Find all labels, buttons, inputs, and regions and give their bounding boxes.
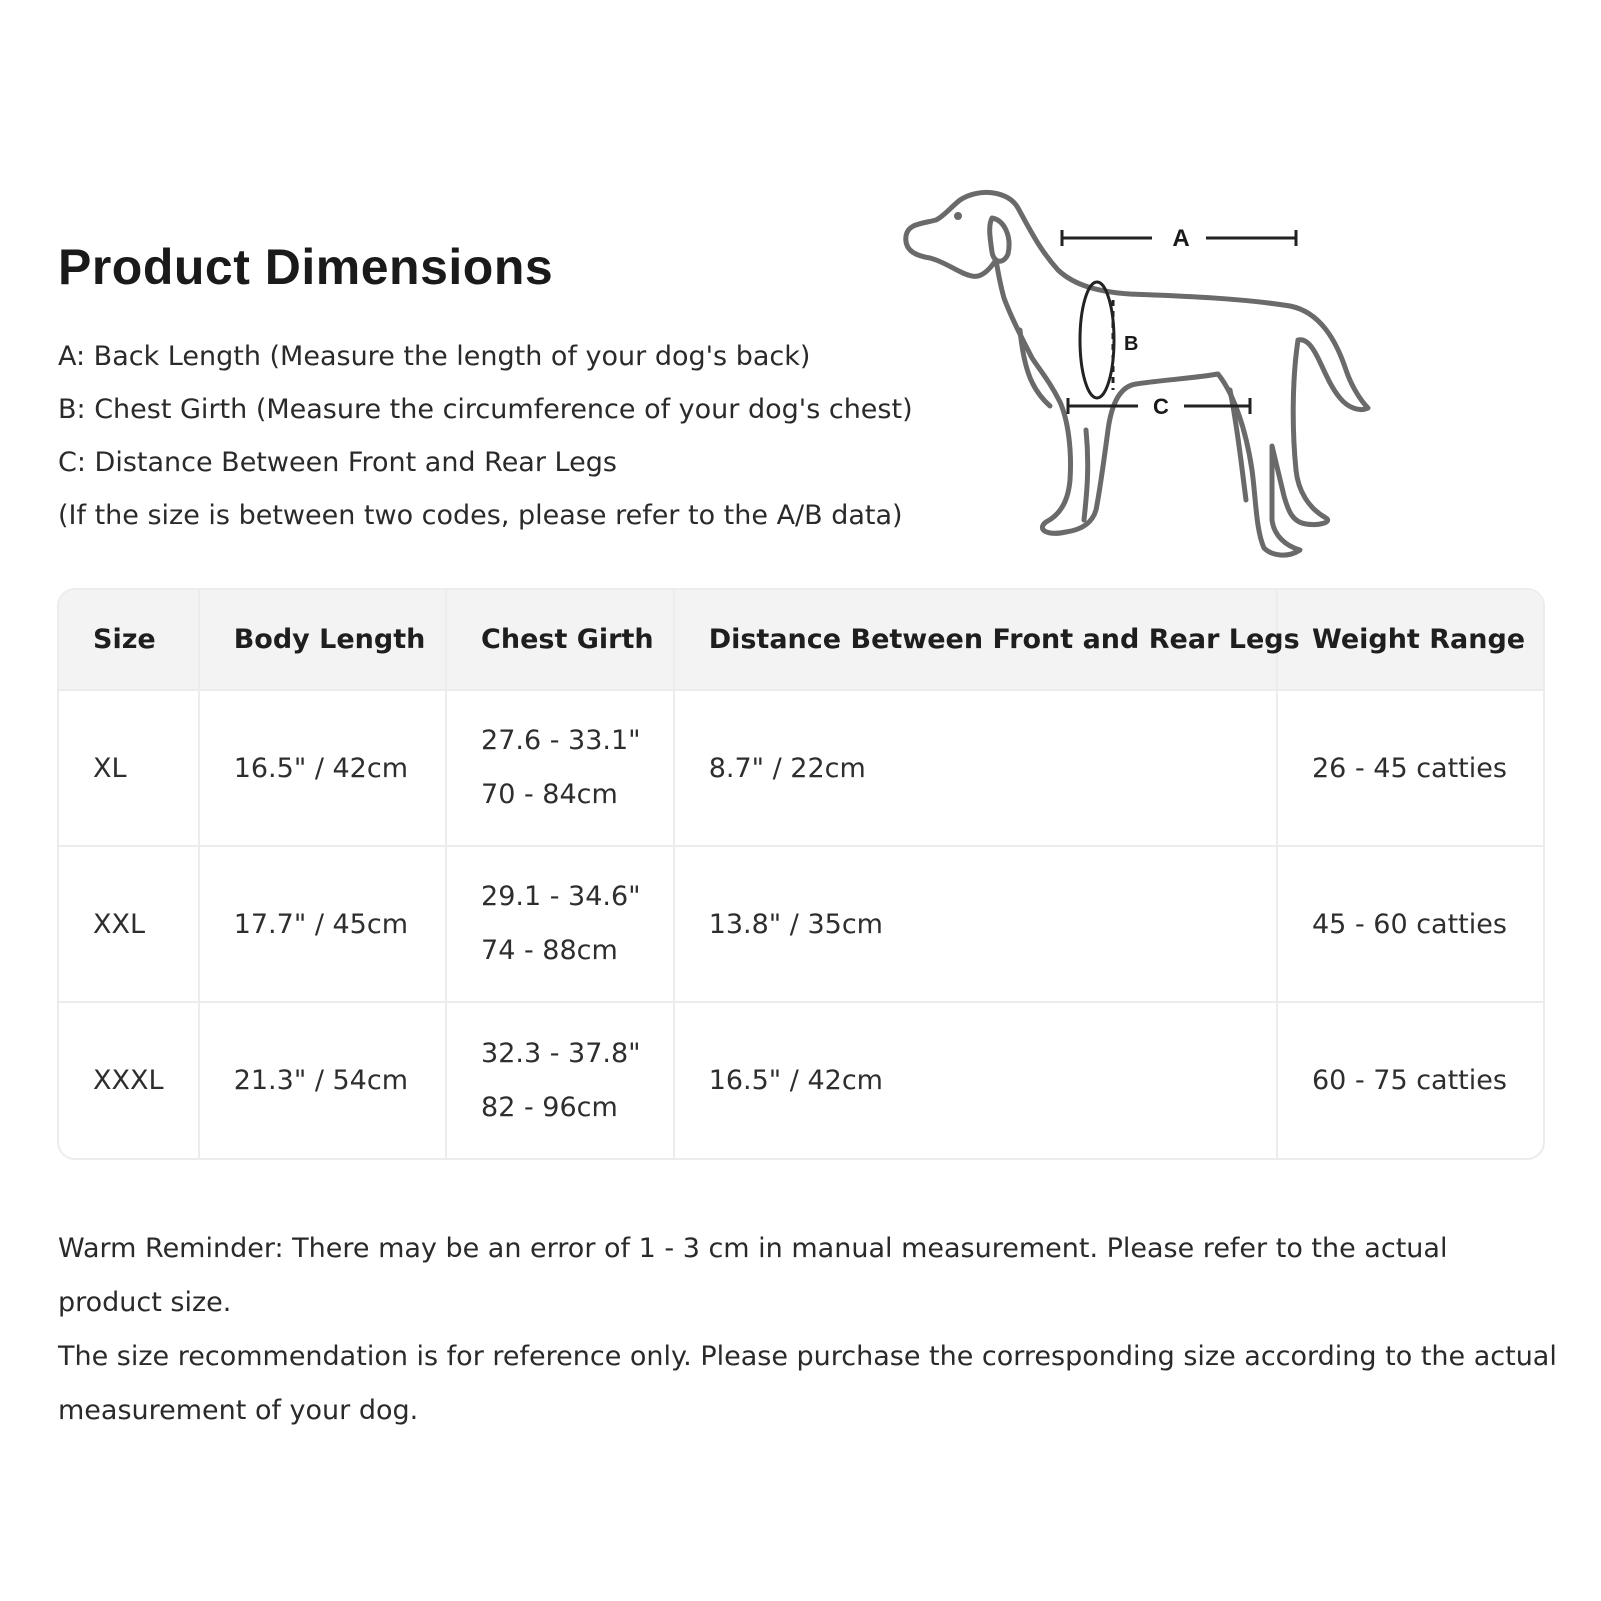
- cell-weight-range: 45 - 60 catties: [1277, 846, 1543, 1002]
- definition-leg-distance: C: Distance Between Front and Rear Legs: [58, 447, 617, 478]
- cell-body-length: 21.3" / 54cm: [199, 1002, 446, 1158]
- cell-chest-girth: [446, 846, 674, 1002]
- chest-girth-cm: 74 - 88cm: [481, 935, 618, 966]
- warm-reminder-text: Warm Reminder: There may be an error of 1 - 3 cm in manual measurement. Please refer to the actual product size.: [58, 1233, 1448, 1318]
- cell-weight-range: 26 - 45 catties: [1277, 690, 1543, 846]
- header-size: Size: [59, 590, 199, 690]
- definition-size-note: (If the size is between two codes, please refer to the A/B data): [58, 500, 903, 531]
- cell-size: XXXL: [59, 1002, 199, 1158]
- table-header-row: [59, 590, 1543, 690]
- chest-girth-cm: 70 - 84cm: [481, 779, 618, 810]
- chest-girth-inches: 29.1 - 34.6": [481, 881, 641, 912]
- dog-inner-legs: [1020, 330, 1246, 520]
- page-title: Product Dimensions: [58, 239, 554, 295]
- chest-girth-marker: [1080, 282, 1114, 398]
- definition-back-length: A: Back Length (Measure the length of your dog's back): [58, 341, 811, 372]
- header-body-length: Body Length: [199, 590, 446, 690]
- table-row: [59, 846, 1543, 1002]
- table-row: [59, 1002, 1543, 1158]
- label-c: C: [1153, 394, 1169, 419]
- notes-section: [58, 1222, 1558, 1438]
- chest-girth-cm: 82 - 96cm: [481, 1091, 618, 1123]
- definition-chest-girth: B: Chest Girth (Measure the circumference of your dog's chest): [58, 394, 913, 425]
- cell-body-length: 16.5" / 42cm: [199, 690, 446, 846]
- cell-body-length: 17.7" / 45cm: [199, 846, 446, 1002]
- chest-girth-inches: 32.3 - 37.8": [481, 1037, 641, 1069]
- header-chest-girth: Chest Girth: [446, 590, 674, 690]
- label-b: B: [1124, 333, 1139, 355]
- dog-eye: [954, 212, 962, 220]
- cell-leg-distance: 13.8" / 35cm: [674, 846, 1277, 1002]
- cell-leg-distance: 16.5" / 42cm: [674, 1002, 1277, 1158]
- dog-measurement-diagram-icon: [900, 180, 1410, 580]
- table-row: [59, 690, 1543, 846]
- cell-leg-distance: 8.7" / 22cm: [674, 690, 1277, 846]
- size-table-container: [57, 588, 1545, 1160]
- size-recommendation-text: The size recommendation is for reference only. Please purchase the corresponding size according to the actual measurement of your dog.: [58, 1341, 1557, 1426]
- cell-chest-girth: [446, 690, 674, 846]
- cell-weight-range: 60 - 75 catties: [1312, 1065, 1507, 1096]
- measurement-definitions: [58, 330, 918, 542]
- cell-size: XXL: [59, 846, 199, 1002]
- cell-chest-girth: [446, 1002, 674, 1158]
- header-leg-distance: Distance Between Front and Rear Legs: [674, 590, 1277, 690]
- label-a: A: [1172, 225, 1190, 252]
- chest-girth-inches: 27.6 - 33.1": [481, 725, 641, 756]
- dog-outline: [906, 192, 1368, 555]
- cell-size: XL: [59, 690, 199, 846]
- header-weight-range: Weight Range: [1277, 590, 1543, 690]
- dog-ear: [990, 218, 1009, 261]
- size-table: [59, 590, 1543, 1158]
